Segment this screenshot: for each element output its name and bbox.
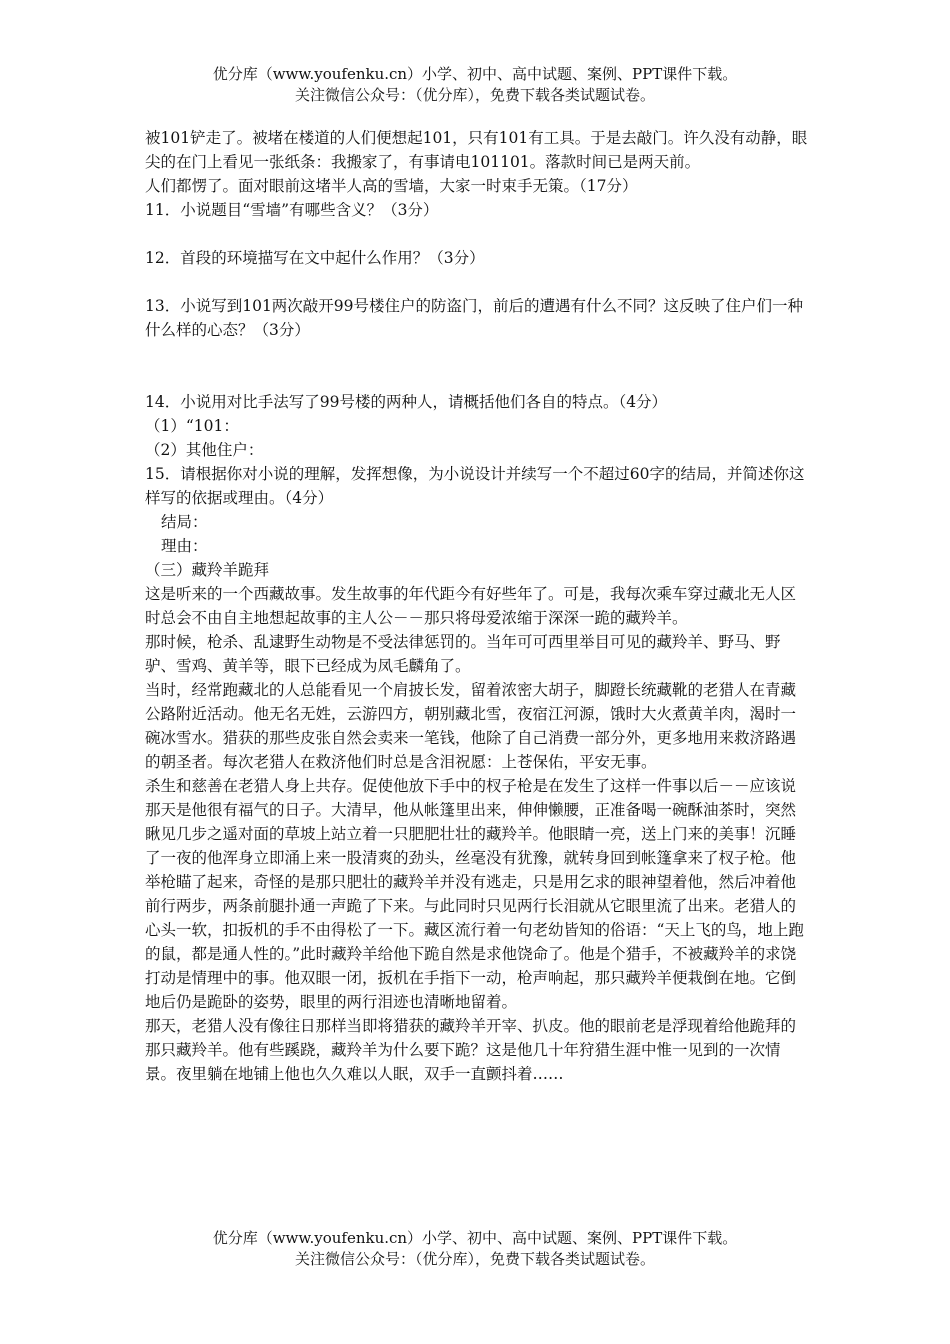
question-14-part-2: （2）其他住户： [145,441,264,459]
header-line-1: 优分库（www.youfenku.cn）小学、初中、高中试题、案例、PPT课件下载。 [212,65,738,83]
page-footer [0,1228,950,1270]
paragraph: 当时，经常跑藏北的人总能看见一个肩披长发，留着浓密大胡子，脚蹬长统藏靴的老猎人在青藏公路附近活动。他无名无姓，云游四方，朝别藏北雪，夜宿江河源，饿时大火煮黄羊肉，渴时一碗冰雪水。猎获的那些皮张自然会卖来一笔钱，他除了自己消费一部分外，更多地用来救济路遇的朝圣者。每次老猎人在救济他们时总是含泪祝愿：上苍保佑，平安无事。 [145,681,797,771]
question-14: 14．小说用对比手法写了99号楼的两种人，请概括他们各自的特点。（4分） [145,393,668,411]
question-13: 13．小说写到101两次敲开99号楼住户的防盗门，前后的遭遇有什么不同？这反映了住户们一种什么样的心态？（3分） [145,297,804,339]
question-14-part-1: （1）“101： [145,417,239,435]
document-body [145,126,810,1086]
question-15-reason: 理由： [161,537,208,555]
paragraph: 那时候，枪杀、乱逮野生动物是不受法律惩罚的。当年可可西里举目可见的藏羚羊、野马、野驴、雪鸡、黄羊等，眼下已经成为凤毛麟角了。 [145,633,781,675]
question-11: 11．小说题目“雪墙”有哪些含义？（3分） [145,201,439,219]
section-title: （三）藏羚羊跪拜 [145,561,270,579]
paragraph: 被101铲走了。被堵在楼道的人们便想起101，只有101有工具。于是去敲门。许久没有动静，眼尖的在门上看见一张纸条：我搬家了，有事请电101101。落款时间已是两天前。 [145,129,808,171]
paragraph: 杀生和慈善在老猎人身上共存。促使他放下手中的杈子枪是在发生了这样一件事以后－－应该说那天是他很有福气的日子。大清早，他从帐篷里出来，伸伸懒腰，正准备喝一碗酥油茶时，突然瞅见几步之遥对面的草坡上站立着一只肥肥壮壮的藏羚羊。他眼睛一亮，送上门来的美事！沉睡了一夜的他浑身立即涌上来一股清爽的劲头，丝毫没有犹豫，就转身回到帐篷拿来了杈子枪。他举枪瞄了起来，奇怪的是那只肥壮的藏羚羊并没有逃走，只是用乞求的眼神望着他，然后冲着他前行两步，两条前腿扑通一声跪了下来。与此同时只见两行长泪就从它眼里流了出来。老猎人的心头一软，扣扳机的手不由得松了一下。藏区流行着一句老幼皆知的俗语：“天上飞的鸟，地上跑的鼠，都是通人性的。”此时藏羚羊给他下跪自然是求他饶命了。他是个猎手，不被藏羚羊的求饶打动是情理中的事。他双眼一闭，扳机在手指下一动，枪声响起，那只藏羚羊便栽倒在地。它倒地后仍是跪卧的姿势，眼里的两行泪迹也清晰地留着。 [145,777,804,1011]
paragraph: 那天，老猎人没有像往日那样当即将猎获的藏羚羊开宰、扒皮。他的眼前老是浮现着给他跪拜的那只藏羚羊。他有些蹊跷，藏羚羊为什么要下跪？这是他几十年狩猎生涯中惟一见到的一次情景。夜里躺在地铺上他也久久难以人眠，双手一直颤抖着…… [145,1017,797,1083]
question-15-ending: 结局： [161,513,208,531]
question-12: 12．首段的环境描写在文中起什么作用？（3分） [145,249,485,267]
question-15: 15．请根据你对小说的理解，发挥想像，为小说设计并续写一个不超过60字的结局，并简述你这样写的依据或理由。（4分） [145,465,805,507]
paragraph: 人们都愣了。面对眼前这堵半人高的雪墙，大家一时束手无策。（17分） [145,177,638,195]
footer-line-2: 关注微信公众号：（优分库），免费下载各类试题试卷。 [294,1250,655,1268]
page-header [0,64,950,106]
footer-line-1: 优分库（www.youfenku.cn）小学、初中、高中试题、案例、PPT课件下载。 [212,1229,738,1247]
paragraph: 这是听来的一个西藏故事。发生故事的年代距今有好些年了。可是，我每次乘车穿过藏北无人区时总会不由自主地想起故事的主人公－－那只将母爱浓缩于深深一跪的藏羚羊。 [145,585,797,627]
header-line-2: 关注微信公众号：（优分库），免费下载各类试题试卷。 [294,86,655,104]
